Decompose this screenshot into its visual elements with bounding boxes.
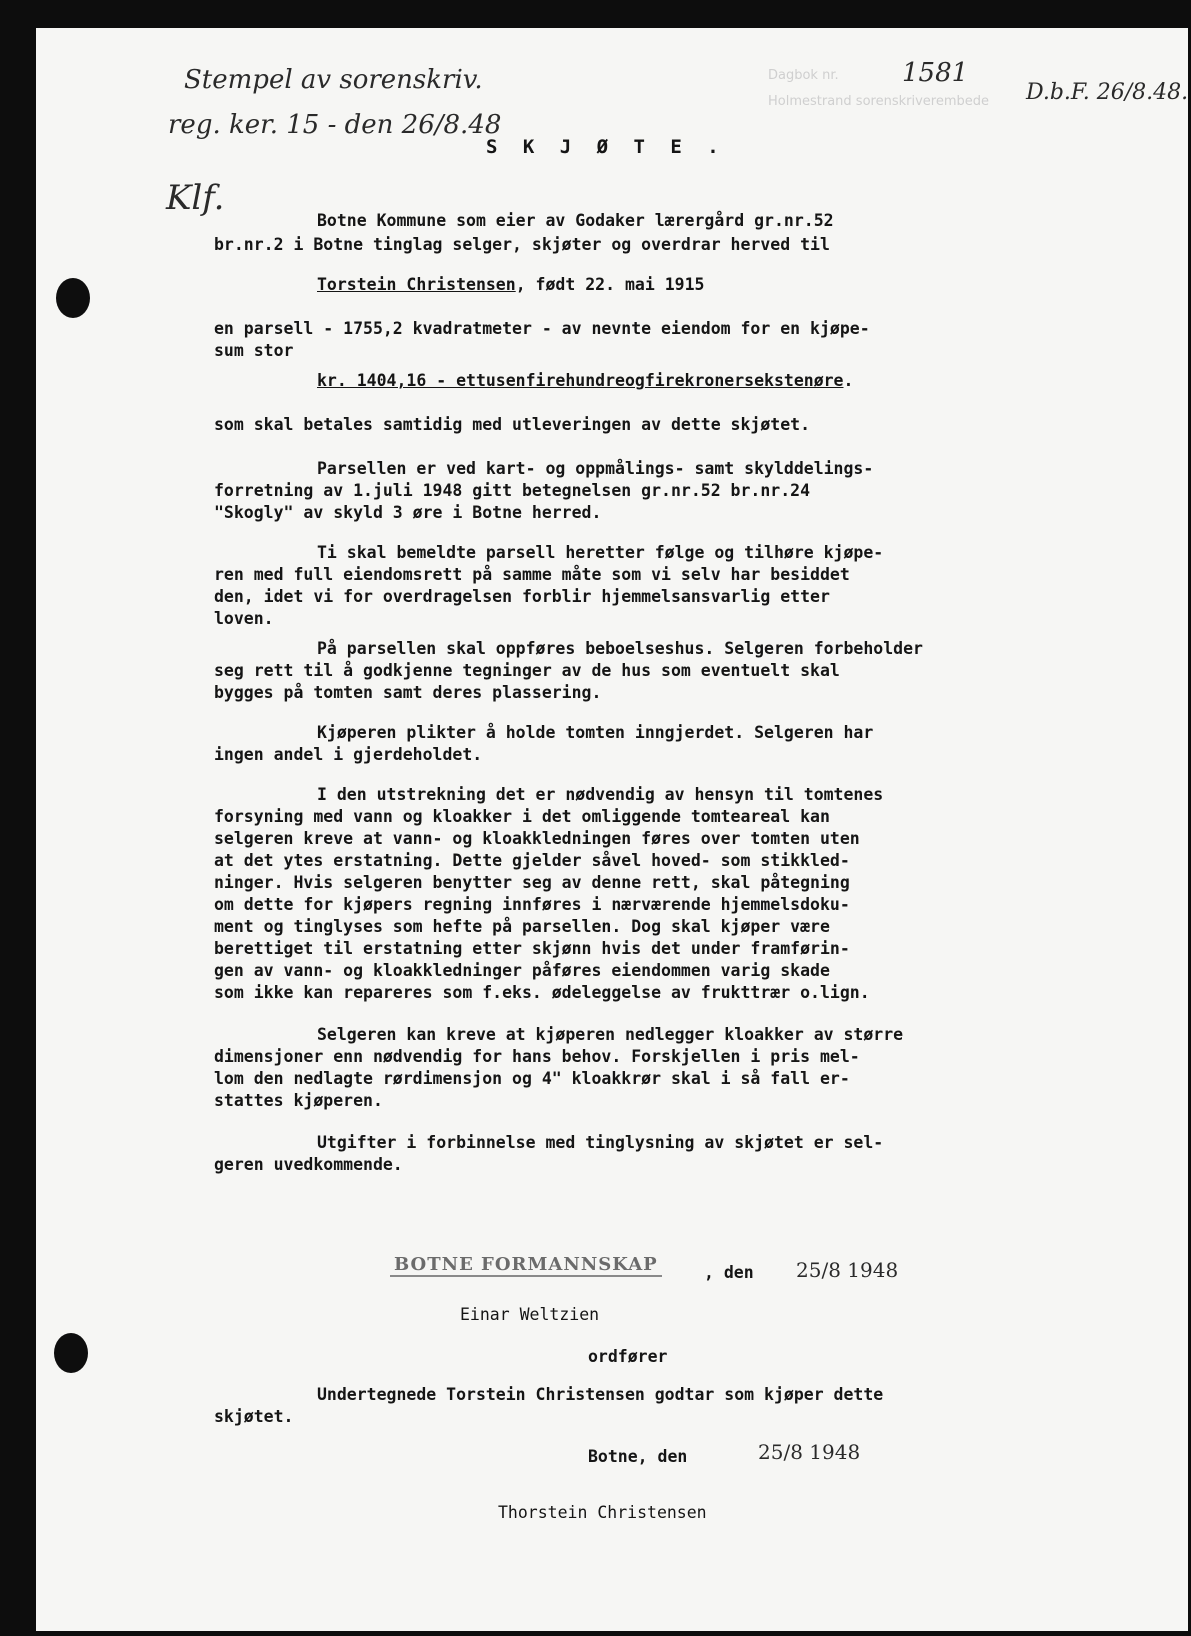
text-line: Kjøperen plikter å holde tomten inngjerdet. Selgeren har	[317, 723, 874, 742]
text-line: ninger. Hvis selgeren benytter seg av denne rett, skal påtegning	[214, 873, 850, 892]
handwritten-registration-note: reg. ker. 15 - den 26/8.48	[168, 110, 502, 140]
handwritten-initials: Klf.	[166, 178, 225, 218]
text-line: Botne Kommune som eier av Godaker lærergård gr.nr.52	[317, 211, 834, 230]
seller-signatory-role: ordfører	[588, 1347, 668, 1366]
text-line: I den utstrekning det er nødvendig av hensyn til tomtenes	[317, 785, 884, 804]
buyer-place-label: Botne, den	[588, 1447, 688, 1466]
text-line: Ti skal bemeldte parsell heretter følge og tilhøre kjøpe-	[317, 543, 884, 562]
text-line: stattes kjøperen.	[214, 1091, 383, 1110]
text-line: forsyning med vann og kloakker i det omliggende tomteareal kan	[214, 807, 830, 826]
handwritten-stamp-note: Stempel av sorenskriv.	[184, 65, 483, 95]
text-line: Parsellen er ved kart- og oppmålings- samt skylddelings-	[317, 459, 874, 478]
buyer-born: , født 22. mai 1915	[515, 275, 705, 294]
text-line: br.nr.2 i Botne tinglag selger, skjøter og overdrar herved til	[214, 235, 830, 254]
price-tail: .	[843, 371, 854, 390]
text-line: "Skogly" av skyld 3 øre i Botne herred.	[214, 503, 602, 522]
text-line: ingen andel i gjerdeholdet.	[214, 745, 483, 764]
text-line: selgeren kreve at vann- og kloakkledningen føres over tomten uten	[214, 829, 860, 848]
text-line: den, idet vi for overdragelsen forblir hjemmelsansvarlig etter	[214, 587, 830, 606]
text-line: sum stor	[214, 341, 294, 360]
buyer-signature: Thorstein Christensen	[498, 1503, 707, 1522]
text-line: som skal betales samtidig med utleveringen av dette skjøtet.	[214, 415, 811, 434]
seller-signatory-name: Einar Weltzien	[460, 1305, 600, 1324]
text-line: geren uvedkommende.	[214, 1155, 403, 1174]
price-line	[317, 370, 853, 392]
text-line: På parsellen skal oppføres beboelseshus. Selgeren forbeholder	[317, 639, 923, 658]
text-line: at det ytes erstatning. Dette gjelder såvel hoved- som stikkled-	[214, 851, 850, 870]
registry-stamp-office: Holmestrand sorenskriverembede	[768, 94, 989, 109]
text-line: bygges på tomten samt deres plassering.	[214, 683, 602, 702]
text-line: ment og tinglyses som hefte på parsellen. Dog skal kjøper være	[214, 917, 830, 936]
text-line: ren med full eiendomsrett på samme måte som vi selv har besiddet	[214, 565, 850, 584]
text-line: en parsell - 1755,2 kvadratmeter - av nevnte eiendom for en kjøpe-	[214, 319, 870, 338]
seller-signing-date: 25/8 1948	[796, 1258, 899, 1282]
text-line: loven.	[214, 609, 274, 628]
text-line: Selgeren kan kreve at kjøperen nedlegger kloakker av større	[317, 1025, 904, 1044]
document-page	[36, 28, 1188, 1631]
punch-hole	[56, 278, 90, 318]
buyer-line	[317, 274, 704, 296]
document-title: S K J Ø T E .	[486, 136, 726, 158]
text-line: som ikke kan repareres som f.eks. ødeleggelse av frukttrær o.lign.	[214, 983, 870, 1002]
registry-date: D.b.F. 26/8.48.	[1026, 80, 1189, 105]
buyer-signing-date: 25/8 1948	[758, 1440, 861, 1464]
punch-hole	[54, 1333, 88, 1373]
text-line: Undertegnede Torstein Christensen godtar som kjøper dette	[317, 1385, 884, 1404]
registry-number: 1581	[902, 58, 969, 88]
text-line: lom den nedlagte rørdimensjon og 4" kloakkrør skal i så fall er-	[214, 1069, 850, 1088]
text-line: berettiget til erstatning etter skjønn hvis det under framførin-	[214, 939, 850, 958]
text-line: forretning av 1.juli 1948 gitt betegnelsen gr.nr.52 br.nr.24	[214, 481, 811, 500]
text-line: om dette for kjøpers regning innføres i nærværende hjemmelsdoku-	[214, 895, 850, 914]
text-line: Utgifter i forbinnelse med tinglysning av skjøtet er sel-	[317, 1133, 884, 1152]
purchase-price: kr. 1404,16 - ettusenfirehundreogfirekronersekstenøre	[317, 371, 844, 390]
text-line: skjøtet.	[214, 1407, 294, 1426]
text-line: gen av vann- og kloakkledninger påføres eiendommen varig skade	[214, 961, 830, 980]
seller-den-label: , den	[704, 1263, 754, 1282]
municipality-stamp: BOTNE FORMANNSKAP	[390, 1254, 662, 1277]
registry-stamp-label: Dagbok nr.	[768, 68, 839, 83]
text-line: seg rett til å godkjenne tegninger av de hus som eventuelt skal	[214, 661, 840, 680]
buyer-name: Torstein Christensen	[317, 275, 516, 294]
text-line: dimensjoner enn nødvendig for hans behov. Forskjellen i pris mel-	[214, 1047, 860, 1066]
